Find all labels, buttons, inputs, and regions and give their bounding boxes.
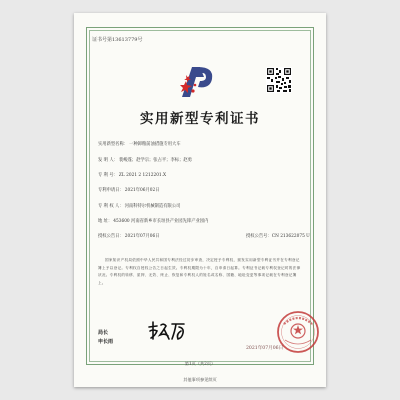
field-label: 专 利 号： xyxy=(98,173,118,178)
field-patentee xyxy=(98,203,180,209)
director-name: 申长雨 xyxy=(98,339,114,345)
grant-publication-number: 授权公告号：CN 213622075 U xyxy=(246,234,310,239)
field-label: 专 利 权 人： xyxy=(98,204,124,209)
certificate-number: 证书号第13613779号 xyxy=(92,37,143,43)
certificate-body-text: 国家知识产权局依照中华人民共和国专利法经过初步审查，决定授予专利权，颁发实用新型专利证书并在专利登记簿上予以登记。专利权自授权公告之日起生效。专利权期限为十年，自申请日起算。专利证书记载专利权登记时的法律状况。专利权的转移、质押、无效、终止、恢复和专利权人的姓名或名称、国籍、地址变更等事项记载在专利登记簿上。 xyxy=(98,258,301,285)
footnote: 其他事项参见续页 xyxy=(183,377,217,382)
field-address xyxy=(98,218,208,224)
field-value: 河南科特尔机械制造有限公司 xyxy=(124,204,181,209)
certificate-title: 实用新型专利证书 xyxy=(140,111,260,127)
bureau-title: 局长 xyxy=(98,330,109,336)
field-utility-model-name xyxy=(98,141,181,147)
director-signature-icon xyxy=(146,319,188,343)
field-value: ZL 2021 2 1212201.X xyxy=(118,173,167,178)
certificate-paper xyxy=(74,13,326,387)
patent-office-logo-icon xyxy=(178,63,216,99)
field-value: 裴峻蓬；赵学宗；张占平；李标；赵勇 xyxy=(118,158,192,163)
field-patent-number xyxy=(98,172,166,178)
field-label: 实用新型名称： xyxy=(98,142,129,147)
field-value: 2021年06月02日 xyxy=(124,188,160,193)
field-value: 2021年07月06日 xyxy=(124,234,160,239)
field-label: 授权公告日： xyxy=(98,234,124,239)
seal-date: 2021年07月06日 xyxy=(246,346,284,351)
qr-code-icon xyxy=(266,67,292,93)
field-grant-date xyxy=(98,233,310,239)
field-label: 专利申请日： xyxy=(98,188,124,193)
field-value: 一种卸粮前油措施专用大车 xyxy=(129,142,181,147)
field-value: 453600 河南省新乡市长垣县产业园先锋产业园内 xyxy=(113,219,209,224)
page-number: 第1页（共2页） xyxy=(184,361,216,366)
field-label: 发 明 人： xyxy=(98,158,118,163)
field-inventors xyxy=(98,157,192,163)
field-application-date xyxy=(98,187,160,193)
field-label: 地 址： xyxy=(98,219,113,224)
